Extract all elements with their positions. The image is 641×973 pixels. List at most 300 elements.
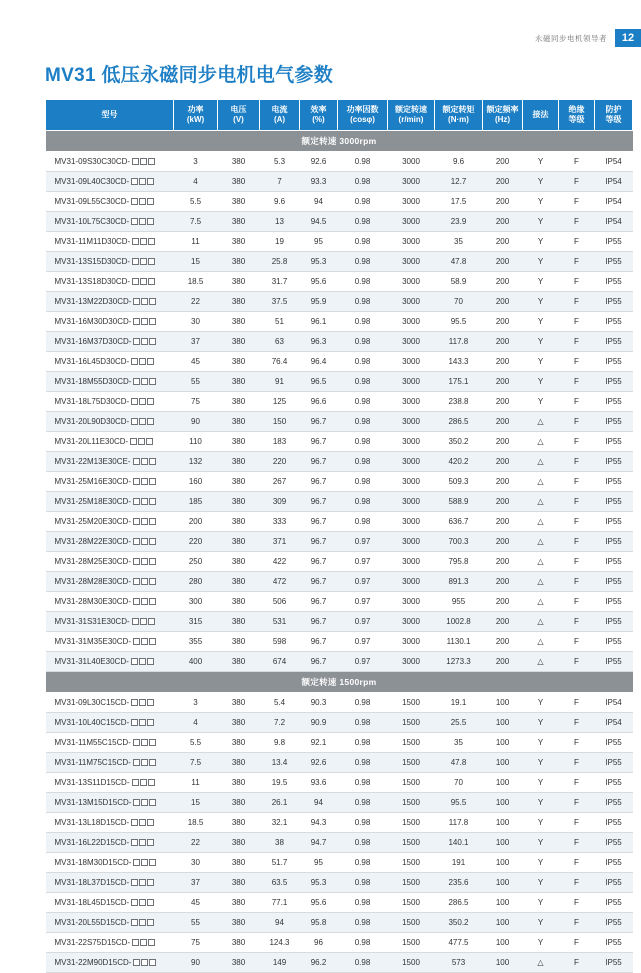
cell-6: 3000 — [388, 532, 435, 552]
cell-5: 0.98 — [338, 412, 388, 432]
cell-5: 0.98 — [338, 733, 388, 753]
cell-1: 4 — [174, 713, 218, 733]
cell-11: IP55 — [595, 332, 633, 352]
cell-4: 96 — [300, 933, 338, 953]
cell-model: MV31-13S15D30CD- — [46, 252, 174, 272]
cell-7: 17.5 — [435, 192, 483, 212]
cell-5: 0.98 — [338, 813, 388, 833]
cell-model: MV31-09L30C15CD- — [46, 693, 174, 713]
cell-7: 1273.3 — [435, 652, 483, 672]
cell-6: 3000 — [388, 372, 435, 392]
table-body — [46, 131, 633, 973]
cell-8: 100 — [483, 853, 523, 873]
cell-9: Y — [523, 813, 559, 833]
cell-2: 380 — [218, 793, 260, 813]
table-row — [46, 392, 633, 412]
cell-3: 674 — [260, 652, 300, 672]
cell-5: 0.98 — [338, 933, 388, 953]
cell-2: 380 — [218, 753, 260, 773]
cell-3: 63 — [260, 332, 300, 352]
cell-7: 795.8 — [435, 552, 483, 572]
cell-1: 3 — [174, 152, 218, 172]
cell-3: 124.3 — [260, 933, 300, 953]
cell-3: 13.4 — [260, 753, 300, 773]
cell-10: F — [559, 312, 595, 332]
cell-4: 93.3 — [300, 172, 338, 192]
cell-11: IP55 — [595, 652, 633, 672]
cell-1: 315 — [174, 612, 218, 632]
cell-11: IP55 — [595, 612, 633, 632]
cell-11: IP55 — [595, 793, 633, 813]
cell-9: △ — [523, 452, 559, 472]
cell-9: △ — [523, 492, 559, 512]
table-row — [46, 272, 633, 292]
cell-8: 100 — [483, 813, 523, 833]
cell-5: 0.97 — [338, 592, 388, 612]
cell-11: IP55 — [595, 392, 633, 412]
cell-9: Y — [523, 933, 559, 953]
cell-1: 90 — [174, 953, 218, 973]
cell-4: 90.9 — [300, 713, 338, 733]
cell-4: 96.5 — [300, 372, 338, 392]
cell-1: 250 — [174, 552, 218, 572]
cell-4: 96.3 — [300, 332, 338, 352]
cell-7: 235.6 — [435, 873, 483, 893]
cell-11: IP55 — [595, 552, 633, 572]
cell-9: Y — [523, 913, 559, 933]
table-row — [46, 893, 633, 913]
cell-3: 125 — [260, 392, 300, 412]
cell-10: F — [559, 172, 595, 192]
cell-8: 200 — [483, 652, 523, 672]
column-header-6: 额定转速 (r/min) — [388, 100, 435, 131]
cell-7: 588.9 — [435, 492, 483, 512]
table-row — [46, 873, 633, 893]
table-section-header — [46, 131, 633, 152]
table-row — [46, 572, 633, 592]
cell-3: 51.7 — [260, 853, 300, 873]
cell-6: 3000 — [388, 232, 435, 252]
cell-1: 75 — [174, 392, 218, 412]
table-row — [46, 292, 633, 312]
cell-2: 380 — [218, 893, 260, 913]
cell-2: 380 — [218, 913, 260, 933]
cell-10: F — [559, 953, 595, 973]
cell-10: F — [559, 733, 595, 753]
cell-6: 3000 — [388, 212, 435, 232]
cell-6: 3000 — [388, 432, 435, 452]
cell-model: MV31-16M30D30CD- — [46, 312, 174, 332]
cell-2: 380 — [218, 933, 260, 953]
cell-4: 96.7 — [300, 492, 338, 512]
cell-4: 94 — [300, 793, 338, 813]
cell-4: 92.6 — [300, 753, 338, 773]
cell-5: 0.98 — [338, 953, 388, 973]
cell-9: △ — [523, 432, 559, 452]
cell-2: 380 — [218, 552, 260, 572]
cell-5: 0.98 — [338, 252, 388, 272]
cell-5: 0.98 — [338, 913, 388, 933]
cell-6: 3000 — [388, 512, 435, 532]
cell-8: 200 — [483, 592, 523, 612]
cell-8: 200 — [483, 252, 523, 272]
cell-2: 380 — [218, 693, 260, 713]
cell-3: 5.3 — [260, 152, 300, 172]
cell-11: IP55 — [595, 733, 633, 753]
cell-5: 0.98 — [338, 753, 388, 773]
cell-5: 0.98 — [338, 793, 388, 813]
cell-9: Y — [523, 312, 559, 332]
cell-model: MV31-18M30D15CD- — [46, 853, 174, 873]
cell-5: 0.97 — [338, 532, 388, 552]
cell-3: 5.4 — [260, 693, 300, 713]
cell-7: 286.5 — [435, 893, 483, 913]
column-header-9: 接法 — [523, 100, 559, 131]
cell-8: 200 — [483, 532, 523, 552]
cell-10: F — [559, 632, 595, 652]
cell-6: 3000 — [388, 272, 435, 292]
cell-8: 200 — [483, 272, 523, 292]
header-tagline: 永磁同步电机领导者 — [535, 33, 607, 43]
cell-model: MV31-09L40C30CD- — [46, 172, 174, 192]
cell-10: F — [559, 693, 595, 713]
table-header — [46, 100, 633, 131]
cell-9: △ — [523, 412, 559, 432]
cell-7: 35 — [435, 232, 483, 252]
table-row — [46, 252, 633, 272]
cell-4: 95.3 — [300, 873, 338, 893]
cell-9: △ — [523, 612, 559, 632]
cell-model: MV31-25M20E30CD- — [46, 512, 174, 532]
cell-3: 9.8 — [260, 733, 300, 753]
cell-2: 380 — [218, 472, 260, 492]
cell-11: IP55 — [595, 532, 633, 552]
cell-8: 100 — [483, 753, 523, 773]
cell-8: 100 — [483, 733, 523, 753]
cell-5: 0.98 — [338, 492, 388, 512]
cell-5: 0.98 — [338, 512, 388, 532]
cell-6: 1500 — [388, 813, 435, 833]
cell-10: F — [559, 773, 595, 793]
cell-10: F — [559, 893, 595, 913]
cell-model: MV31-13M22D30CD- — [46, 292, 174, 312]
cell-10: F — [559, 572, 595, 592]
cell-8: 100 — [483, 873, 523, 893]
cell-8: 200 — [483, 492, 523, 512]
cell-1: 45 — [174, 352, 218, 372]
table-row — [46, 452, 633, 472]
cell-4: 95 — [300, 853, 338, 873]
cell-3: 76.4 — [260, 352, 300, 372]
cell-5: 0.98 — [338, 312, 388, 332]
parameters-table — [45, 99, 633, 973]
cell-2: 380 — [218, 332, 260, 352]
cell-3: 26.1 — [260, 793, 300, 813]
cell-10: F — [559, 853, 595, 873]
cell-8: 100 — [483, 713, 523, 733]
cell-4: 94.3 — [300, 813, 338, 833]
cell-7: 191 — [435, 853, 483, 873]
cell-1: 355 — [174, 632, 218, 652]
cell-6: 1500 — [388, 733, 435, 753]
cell-3: 91 — [260, 372, 300, 392]
cell-8: 200 — [483, 632, 523, 652]
cell-1: 220 — [174, 532, 218, 552]
section-label: 额定转速 1500rpm — [46, 672, 633, 693]
cell-3: 37.5 — [260, 292, 300, 312]
table-row — [46, 172, 633, 192]
cell-11: IP55 — [595, 632, 633, 652]
cell-8: 200 — [483, 392, 523, 412]
table-row — [46, 693, 633, 713]
table-row — [46, 472, 633, 492]
cell-5: 0.97 — [338, 652, 388, 672]
cell-1: 300 — [174, 592, 218, 612]
cell-2: 380 — [218, 352, 260, 372]
cell-8: 200 — [483, 212, 523, 232]
cell-4: 90.3 — [300, 693, 338, 713]
cell-8: 200 — [483, 172, 523, 192]
cell-2: 380 — [218, 412, 260, 432]
cell-3: 38 — [260, 833, 300, 853]
cell-11: IP55 — [595, 933, 633, 953]
cell-9: △ — [523, 532, 559, 552]
cell-2: 380 — [218, 612, 260, 632]
cell-model: MV31-16L22D15CD- — [46, 833, 174, 853]
cell-model: MV31-22M13E30CE- — [46, 452, 174, 472]
table-row — [46, 532, 633, 552]
cell-9: △ — [523, 632, 559, 652]
cell-1: 11 — [174, 773, 218, 793]
cell-1: 11 — [174, 232, 218, 252]
cell-1: 37 — [174, 332, 218, 352]
page-title: MV31 低压永磁同步电机电气参数 — [45, 65, 334, 86]
cell-3: 472 — [260, 572, 300, 592]
cell-5: 0.98 — [338, 853, 388, 873]
cell-1: 37 — [174, 873, 218, 893]
cell-9: △ — [523, 572, 559, 592]
cell-7: 47.8 — [435, 753, 483, 773]
table-row — [46, 793, 633, 813]
cell-1: 18.5 — [174, 272, 218, 292]
cell-1: 400 — [174, 652, 218, 672]
cell-8: 200 — [483, 572, 523, 592]
cell-4: 94.5 — [300, 212, 338, 232]
cell-10: F — [559, 512, 595, 532]
cell-3: 598 — [260, 632, 300, 652]
cell-4: 96.7 — [300, 532, 338, 552]
cell-4: 92.6 — [300, 152, 338, 172]
cell-3: 309 — [260, 492, 300, 512]
cell-model: MV31-22M90D15CD- — [46, 953, 174, 973]
cell-2: 380 — [218, 212, 260, 232]
cell-11: IP55 — [595, 913, 633, 933]
table-row — [46, 953, 633, 973]
cell-6: 3000 — [388, 152, 435, 172]
cell-7: 58.9 — [435, 272, 483, 292]
cell-11: IP54 — [595, 693, 633, 713]
cell-6: 1500 — [388, 833, 435, 853]
table-row — [46, 933, 633, 953]
cell-4: 96.2 — [300, 953, 338, 973]
cell-model: MV31-18L37D15CD- — [46, 873, 174, 893]
cell-11: IP55 — [595, 432, 633, 452]
table-row — [46, 212, 633, 232]
cell-8: 200 — [483, 292, 523, 312]
cell-10: F — [559, 332, 595, 352]
cell-model: MV31-13L18D15CD- — [46, 813, 174, 833]
cell-1: 4 — [174, 172, 218, 192]
cell-11: IP55 — [595, 953, 633, 973]
column-header-2: 电压 (V) — [218, 100, 260, 131]
column-header-4: 效率 (%) — [300, 100, 338, 131]
cell-model: MV31-22S75D15CD- — [46, 933, 174, 953]
cell-9: Y — [523, 212, 559, 232]
cell-7: 117.8 — [435, 332, 483, 352]
cell-4: 95.9 — [300, 292, 338, 312]
cell-7: 140.1 — [435, 833, 483, 853]
cell-4: 96.7 — [300, 472, 338, 492]
cell-5: 0.98 — [338, 833, 388, 853]
cell-1: 132 — [174, 452, 218, 472]
cell-2: 380 — [218, 492, 260, 512]
cell-2: 380 — [218, 292, 260, 312]
table-row — [46, 612, 633, 632]
cell-model: MV31-09S30C30CD- — [46, 152, 174, 172]
cell-9: Y — [523, 232, 559, 252]
cell-9: Y — [523, 713, 559, 733]
cell-1: 30 — [174, 853, 218, 873]
cell-9: Y — [523, 733, 559, 753]
cell-5: 0.98 — [338, 212, 388, 232]
cell-5: 0.98 — [338, 392, 388, 412]
cell-5: 0.98 — [338, 192, 388, 212]
cell-9: Y — [523, 833, 559, 853]
cell-9: △ — [523, 592, 559, 612]
cell-10: F — [559, 192, 595, 212]
cell-7: 891.3 — [435, 572, 483, 592]
cell-11: IP55 — [595, 833, 633, 853]
cell-9: Y — [523, 152, 559, 172]
cell-9: Y — [523, 693, 559, 713]
cell-8: 200 — [483, 552, 523, 572]
cell-6: 3000 — [388, 612, 435, 632]
table-row — [46, 913, 633, 933]
cell-model: MV31-31L40E30CD- — [46, 652, 174, 672]
cell-model: MV31-18L75D30CD- — [46, 392, 174, 412]
cell-2: 380 — [218, 853, 260, 873]
table-row — [46, 733, 633, 753]
cell-6: 3000 — [388, 172, 435, 192]
cell-10: F — [559, 372, 595, 392]
cell-3: 422 — [260, 552, 300, 572]
cell-6: 1500 — [388, 953, 435, 973]
cell-4: 96.7 — [300, 452, 338, 472]
cell-9: Y — [523, 172, 559, 192]
cell-11: IP55 — [595, 873, 633, 893]
cell-10: F — [559, 472, 595, 492]
cell-4: 96.7 — [300, 552, 338, 572]
cell-5: 0.97 — [338, 632, 388, 652]
cell-10: F — [559, 833, 595, 853]
cell-11: IP55 — [595, 232, 633, 252]
cell-8: 100 — [483, 793, 523, 813]
cell-3: 63.5 — [260, 873, 300, 893]
cell-3: 150 — [260, 412, 300, 432]
cell-11: IP55 — [595, 292, 633, 312]
cell-7: 573 — [435, 953, 483, 973]
cell-1: 280 — [174, 572, 218, 592]
cell-10: F — [559, 432, 595, 452]
cell-11: IP55 — [595, 753, 633, 773]
cell-5: 0.98 — [338, 873, 388, 893]
cell-4: 94 — [300, 192, 338, 212]
table-row — [46, 192, 633, 212]
cell-2: 380 — [218, 813, 260, 833]
cell-9: Y — [523, 272, 559, 292]
table-row — [46, 312, 633, 332]
cell-7: 350.2 — [435, 432, 483, 452]
cell-model: MV31-31S31E30CD- — [46, 612, 174, 632]
cell-6: 3000 — [388, 492, 435, 512]
cell-11: IP55 — [595, 572, 633, 592]
cell-7: 1130.1 — [435, 632, 483, 652]
cell-10: F — [559, 152, 595, 172]
cell-1: 5.5 — [174, 192, 218, 212]
cell-8: 100 — [483, 833, 523, 853]
cell-2: 380 — [218, 152, 260, 172]
cell-7: 477.5 — [435, 933, 483, 953]
cell-8: 200 — [483, 332, 523, 352]
cell-9: Y — [523, 252, 559, 272]
cell-model: MV31-18L45D15CD- — [46, 893, 174, 913]
cell-10: F — [559, 292, 595, 312]
cell-6: 3000 — [388, 412, 435, 432]
cell-4: 96.7 — [300, 652, 338, 672]
section-label: 额定转速 3000rpm — [46, 131, 633, 152]
column-header-1: 功率 (kW) — [174, 100, 218, 131]
cell-model: MV31-11M55C15CD- — [46, 733, 174, 753]
cell-2: 380 — [218, 512, 260, 532]
cell-9: Y — [523, 392, 559, 412]
cell-6: 3000 — [388, 632, 435, 652]
cell-1: 22 — [174, 292, 218, 312]
cell-11: IP55 — [595, 512, 633, 532]
cell-9: △ — [523, 472, 559, 492]
cell-1: 90 — [174, 412, 218, 432]
cell-model: MV31-20L90D30CD- — [46, 412, 174, 432]
cell-model: MV31-28M22E30CD- — [46, 532, 174, 552]
cell-9: Y — [523, 372, 559, 392]
cell-4: 96.7 — [300, 432, 338, 452]
cell-2: 380 — [218, 713, 260, 733]
cell-2: 380 — [218, 592, 260, 612]
table-row — [46, 552, 633, 572]
cell-10: F — [559, 352, 595, 372]
cell-11: IP55 — [595, 452, 633, 472]
cell-1: 55 — [174, 372, 218, 392]
cell-9: Y — [523, 853, 559, 873]
cell-11: IP55 — [595, 592, 633, 612]
cell-9: △ — [523, 552, 559, 572]
table-section-header — [46, 672, 633, 693]
cell-4: 95.8 — [300, 913, 338, 933]
cell-10: F — [559, 753, 595, 773]
cell-6: 1500 — [388, 693, 435, 713]
cell-6: 3000 — [388, 452, 435, 472]
cell-6: 1500 — [388, 793, 435, 813]
cell-10: F — [559, 452, 595, 472]
